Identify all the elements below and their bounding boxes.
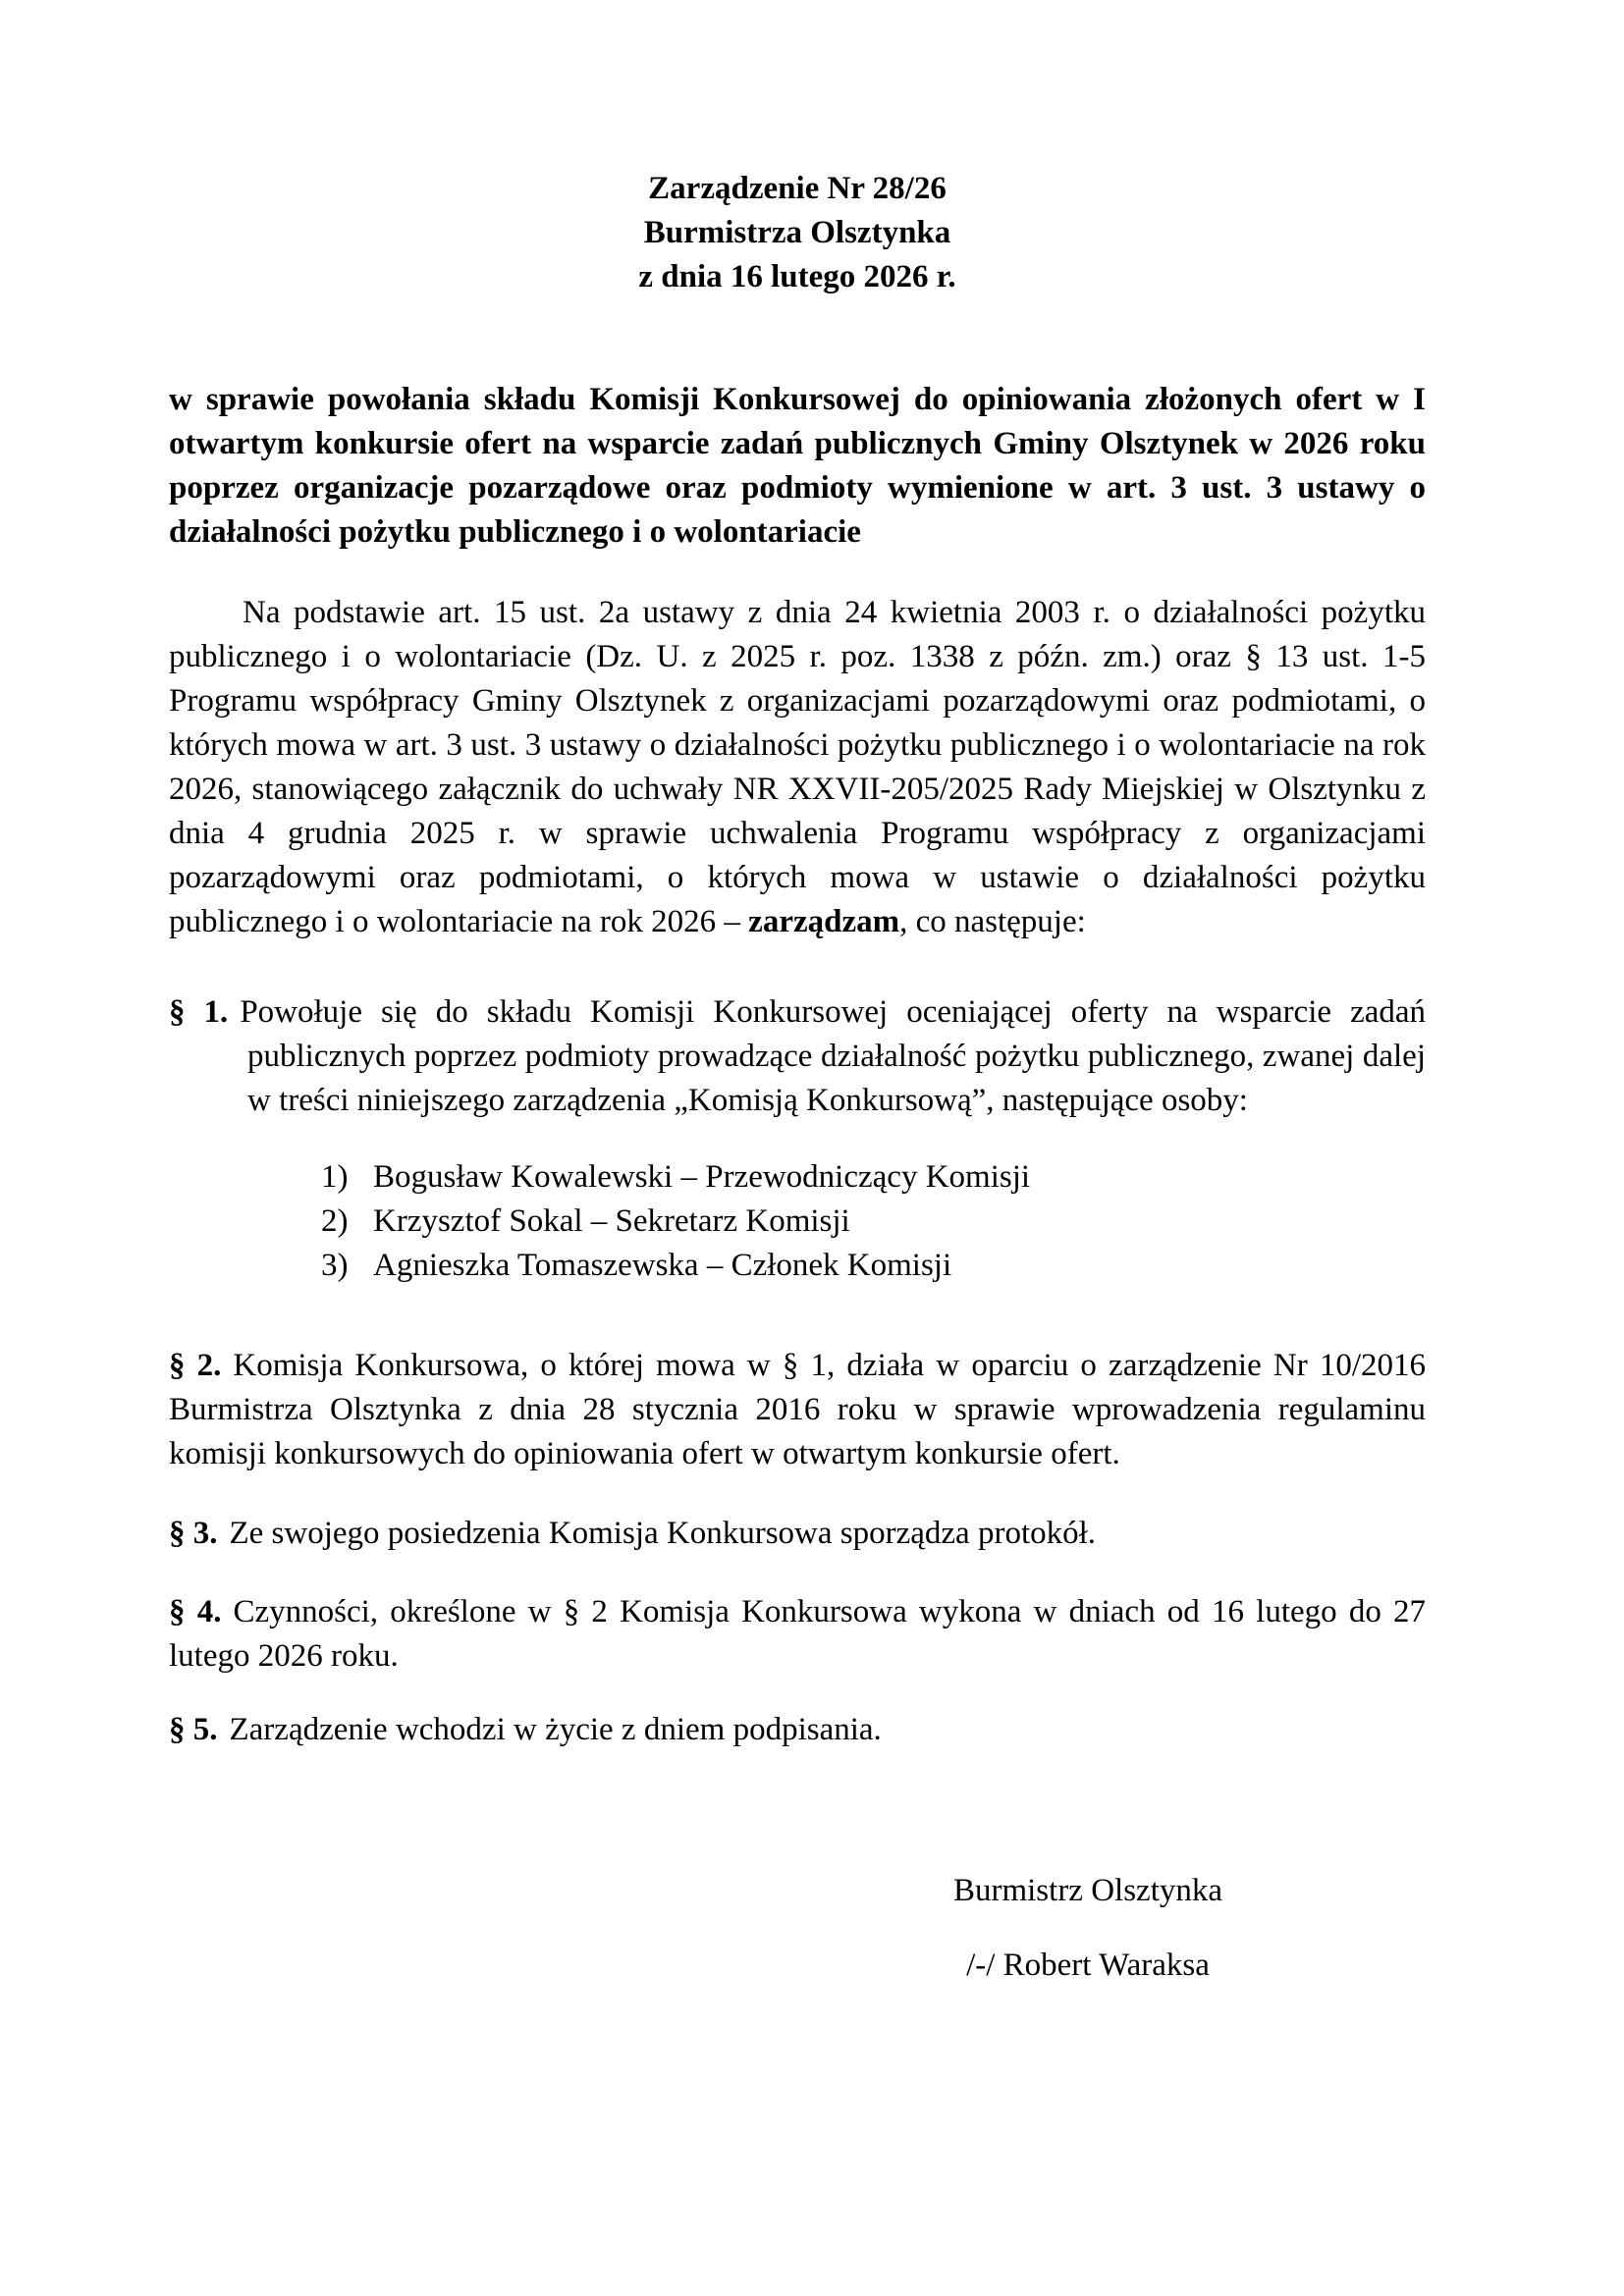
section-5-text: Zarządzenie wchodzi w życie z dniem podpisania.: [229, 1712, 882, 1747]
list-item-text: Krzysztof Sokal – Sekretarz Komisji: [373, 1203, 850, 1239]
section-5-paragraph: [169, 1708, 1426, 1752]
list-item: [321, 1200, 1426, 1244]
section-2-number: § 2.: [169, 1348, 222, 1383]
section-3-number: § 3.: [169, 1516, 218, 1551]
section-1-number: § 1.: [169, 994, 229, 1030]
legal-basis-suffix: , co następuje:: [899, 904, 1086, 939]
section-1-text: Powołuje się do składu Komisji Konkursowej oceniającej oferty na wsparcie zadań publicznych poprzez podmioty prowadzące działalność pożytku publicznego, zwanej dalej w treści niniejszego zarządzenia „Komisją Konkursową”, następujące osoby:: [240, 994, 1427, 1118]
legal-basis-text: Na podstawie art. 15 ust. 2a ustawy z dnia 24 kwietnia 2003 r. o działalności pożytku publicznego i o wolontariacie (Dz. U. z 2025 r. poz. 1338 z późn. zm.) oraz § 13 ust. 1-5 Programu współpracy Gminy Olsztynek z organizacjami pozarządowymi oraz podmiotami, o których mowa w art. 3 ust. 3 ustawy o działalności pożytku publicznego i o wolontariacie na rok 2026, stanowiącego załącznik do uchwały NR XXVII-205/2025 Rady Miejskiej w Olsztynku z dnia 4 grudnia 2025 r. w sprawie uchwalenia Programu współpracy z organizacjami pozarządowymi oraz podmiotami, o których mowa w ustawie o działalności pożytku publicznego i o wolontariacie na rok 2026 –: [169, 595, 1426, 939]
list-item-number: 3): [321, 1248, 349, 1283]
list-item-number: 2): [321, 1203, 349, 1239]
list-item-text: Agnieszka Tomaszewska – Członek Komisji: [373, 1248, 952, 1283]
section-4-paragraph: [169, 1590, 1426, 1679]
section-4-number: § 4.: [169, 1594, 222, 1629]
legal-basis-bold-word: zarządzam: [748, 904, 900, 939]
document-title-line3: z dnia 16 lutego 2026 r.: [638, 259, 956, 294]
list-item: [321, 1155, 1426, 1200]
subject-paragraph: w sprawie powołania składu Komisji Konkursowej do opiniowania złożonych ofert w I otwartym konkursie ofert na wsparcie zadań publicznych Gminy Olsztynek w 2026 roku poprzez organizacje pozarządowe oraz podmioty wymienione w art. 3 ust. 3 ustawy o działalności pożytku publicznego i o wolontariacie: [169, 382, 1426, 550]
signature-title: Burmistrz Olsztynka: [952, 1873, 1223, 1908]
list-item: [321, 1244, 1426, 1288]
signature-name: /-/ Robert Waraksa: [966, 1948, 1210, 1983]
document-title-line2: Burmistrza Olsztynka: [643, 215, 951, 250]
document-header: [169, 167, 1426, 299]
list-item-text: Bogusław Kowalewski – Przewodniczący Komisji: [373, 1159, 1031, 1195]
legal-basis-paragraph: [169, 591, 1426, 944]
document-content: [169, 0, 1426, 1988]
list-item-number: 1): [321, 1159, 349, 1195]
section-3-paragraph: [169, 1512, 1426, 1556]
section-1-paragraph: [169, 990, 1426, 1123]
section-2-paragraph: [169, 1344, 1426, 1476]
section-5-number: § 5.: [169, 1712, 218, 1747]
section-4-text: Czynności, określone w § 2 Komisja Konkursowa wykona w dniach od 16 lutego do 27 lutego 2026 roku.: [169, 1594, 1427, 1674]
committee-members-list: [321, 1155, 1426, 1288]
document-title-line1: Zarządzenie Nr 28/26: [648, 171, 947, 206]
section-2-text: Komisja Konkursowa, o której mowa w § 1, działa w oparciu o zarządzenie Nr 10/2016 Burmistrza Olsztynka z dnia 28 stycznia 2016 roku w sprawie wprowadzenia regulaminu komisji konkursowych do opiniowania ofert w otwartym konkursie ofert.: [169, 1348, 1427, 1471]
section-3-text: Ze swojego posiedzenia Komisja Konkursowa sporządza protokół.: [229, 1516, 1097, 1551]
signature-block: [813, 1869, 1363, 1988]
